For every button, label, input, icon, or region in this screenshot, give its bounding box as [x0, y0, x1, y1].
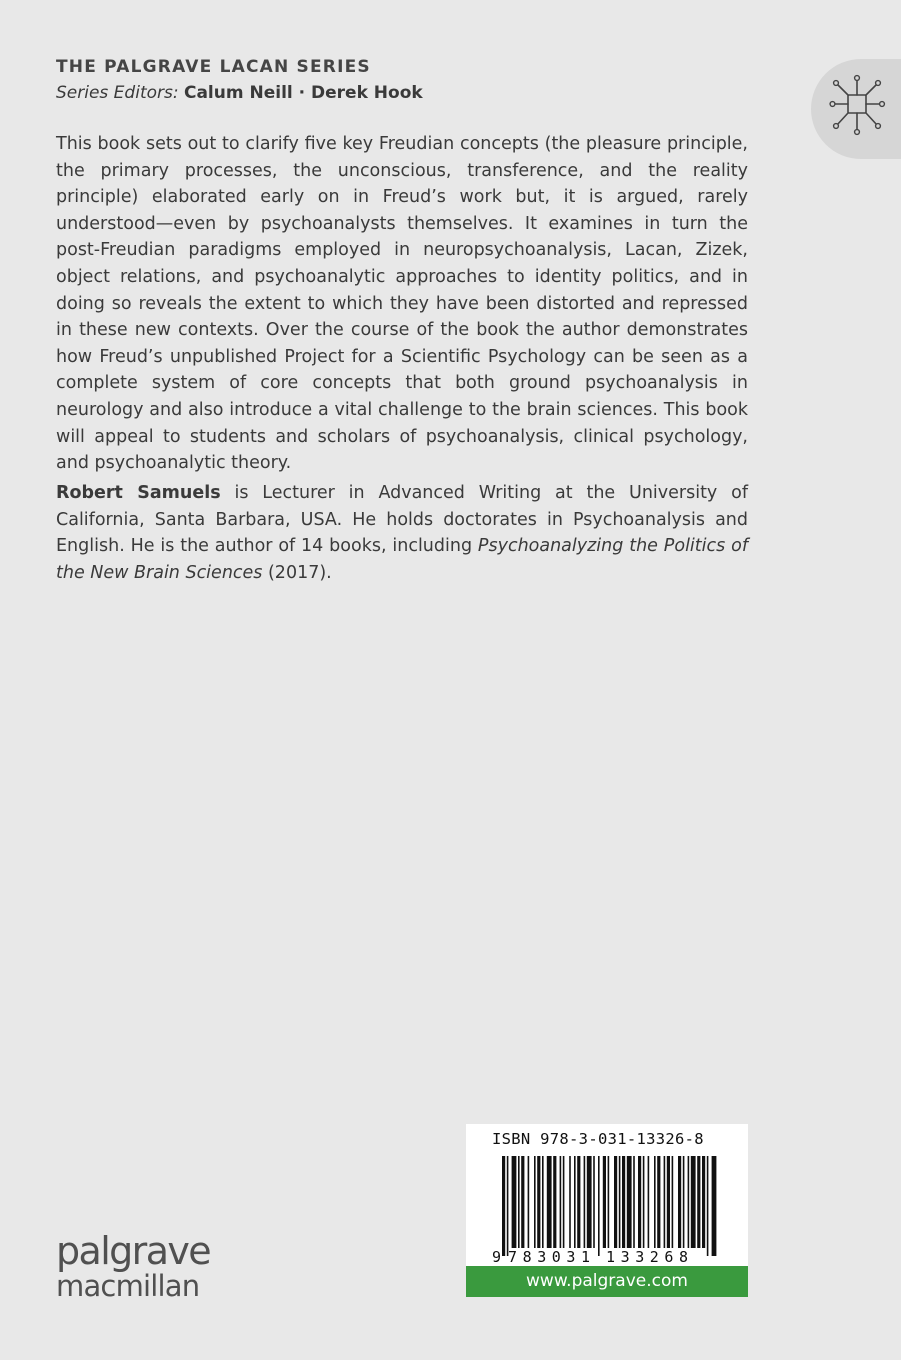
barcode-bar [512, 1156, 517, 1248]
barcode-bar [603, 1156, 606, 1248]
barcode-bar [598, 1156, 600, 1256]
barcode-bar [683, 1156, 685, 1248]
barcode-bar [657, 1156, 660, 1248]
barcode-bar [697, 1156, 700, 1248]
barcode-bar [547, 1156, 552, 1248]
barcode-box [466, 1124, 748, 1266]
barcode-bar [608, 1156, 610, 1248]
bio-book-title: Psychoanalyzing the Politics of the New Brain Sciences [56, 536, 748, 583]
author-name: Robert Samuels [56, 483, 221, 503]
series-editors-names: Calum Neill · Derek Hook [183, 83, 423, 103]
barcode-bar [584, 1156, 586, 1248]
barcode-bar [678, 1156, 681, 1248]
barcode-bar [614, 1156, 617, 1248]
barcode-bar [654, 1156, 656, 1248]
barcode-bar [633, 1156, 635, 1248]
barcode-digit-lead: 9 [492, 1248, 502, 1266]
barcode-digit-group-2: 133268 [606, 1248, 688, 1266]
series-title: THE PALGRAVE LACAN SERIES [56, 57, 371, 77]
barcode-bar [521, 1156, 524, 1248]
barcode-bar [502, 1156, 505, 1256]
barcode-bar [707, 1156, 709, 1256]
barcode-bar [622, 1156, 625, 1248]
barcode [466, 1124, 748, 1266]
barcode-bar [518, 1156, 520, 1248]
publisher-line-2: macmillan [56, 1269, 200, 1303]
barcode-bar [712, 1156, 717, 1256]
series-editors [56, 80, 423, 106]
logo-tab [811, 59, 901, 159]
barcode-bar [587, 1156, 592, 1248]
barcode-bar [619, 1156, 621, 1248]
series-block [56, 54, 423, 106]
barcode-bar [643, 1156, 645, 1248]
isbn-label: ISBN 978-3-031-13326-8 [492, 1130, 704, 1148]
barcode-bar [702, 1156, 705, 1248]
barcode-bar [627, 1156, 632, 1248]
palgrave-network-icon [829, 73, 887, 139]
barcode-bar [667, 1156, 670, 1248]
barcode-bar [563, 1156, 565, 1248]
barcode-bar [553, 1156, 556, 1248]
barcode-digit-group-1: 783031 [508, 1248, 590, 1266]
barcode-bar [574, 1156, 576, 1248]
barcode-bar [537, 1156, 540, 1248]
publisher-logo [56, 1229, 211, 1303]
barcode-bar [672, 1156, 674, 1248]
barcode-bar [593, 1156, 595, 1248]
barcode-bar [664, 1156, 666, 1248]
series-editors-label: Series Editors: [56, 83, 179, 103]
barcode-bar [577, 1156, 580, 1248]
barcode-bar [534, 1156, 536, 1248]
barcode-bar [638, 1156, 641, 1248]
barcode-bar [542, 1156, 544, 1248]
barcode-bar [560, 1156, 562, 1248]
barcode-bar [691, 1156, 696, 1248]
barcode-bar [528, 1156, 530, 1248]
publisher-url[interactable]: www.palgrave.com [466, 1266, 748, 1297]
barcode-bar [507, 1156, 509, 1256]
bio-text-1: is Lecturer in Advanced Writing at the University of California, Santa Barbara, USA. He holds doctorates in Psychoanalysis and English. He is the author of 14 books, including [56, 483, 748, 557]
publisher-line-1: palgrave [56, 1229, 211, 1273]
barcode-bar [569, 1156, 571, 1248]
author-bio [56, 480, 748, 586]
barcode-bar [648, 1156, 650, 1248]
bio-text-2: (2017). [262, 562, 332, 583]
barcode-bar [688, 1156, 690, 1248]
blurb-paragraph: This book sets out to clarify five key Freudian concepts (the pleasure principle, the primary processes, the unconscious, transference, and the reality principle) elaborated early on in Freud’s work but, it is argued, rarely understood—even by psychoanalysts themselves. It examines in turn the post-Freudian paradigms employed in neuropsychoanalysis, Lacan, Zizek, object relations, and psychoanalytic approaches to identity politics, and in doing so reveals the extent to which they have been distorted and repressed in these new contexts. Over the course of the book the author demonstrates how Freud’s unpublished Project for a Scientific Psychology can be seen as a complete system of core concepts that both ground psychoanalysis in neurology and also introduce a vital challenge to the brain sciences. This book will appeal to students and scholars of psychoanalysis, clinical psychology, and psychoanalytic theory. [56, 134, 748, 474]
